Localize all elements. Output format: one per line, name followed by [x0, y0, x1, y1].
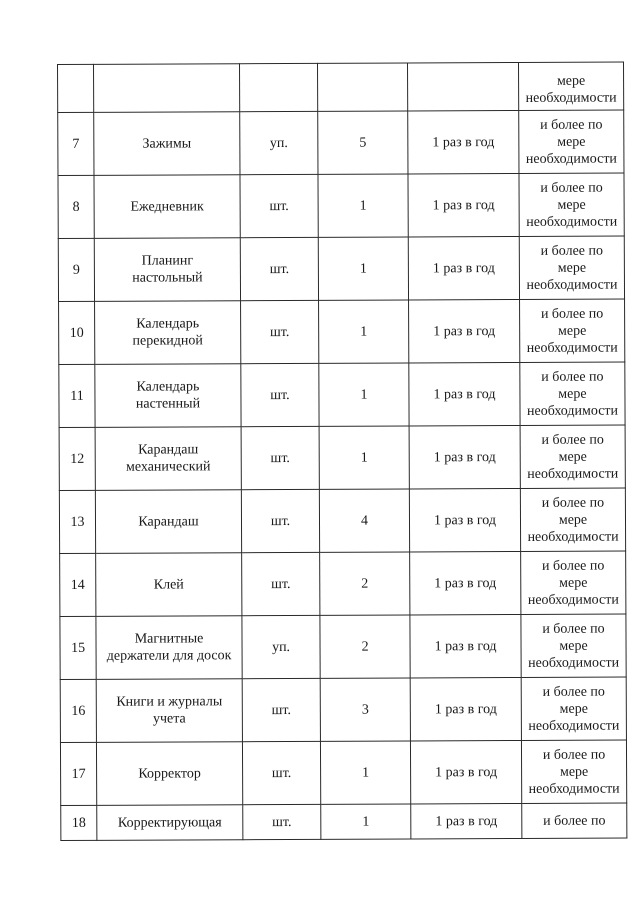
note-line: и более по: [541, 432, 604, 448]
note-line: мере: [559, 764, 589, 780]
item-name-line: Клей: [153, 576, 184, 593]
note-line: и более по: [542, 747, 606, 763]
table-row: [59, 425, 625, 490]
note-line: и более по: [540, 117, 603, 133]
item-name-line: Корректирующая: [117, 814, 222, 831]
note-line: необходимости: [525, 90, 617, 106]
table-row: [58, 110, 624, 175]
row-number-cell: 16: [60, 679, 96, 742]
note-line: и более по: [541, 369, 604, 385]
item-name-line: Магнитные: [134, 631, 204, 647]
table-row: [61, 803, 627, 840]
note-line: и более по: [543, 813, 606, 829]
item-name-line: Зажимы: [142, 135, 192, 152]
note-line: мере: [557, 323, 587, 339]
note-line: и более по: [542, 684, 605, 700]
quantity-cell: 2: [320, 615, 410, 678]
note-line: необходимости: [527, 529, 619, 545]
note-line: мере: [559, 701, 588, 717]
item-name-cell: [94, 64, 240, 113]
note-line: мере: [559, 638, 588, 654]
item-name-cell: [97, 805, 243, 841]
unit-cell: уп.: [240, 111, 318, 174]
table-row: [58, 236, 624, 301]
note-cell: [519, 173, 624, 236]
note-cell: [519, 110, 624, 173]
note-line: и более по: [540, 306, 604, 322]
unit-cell: [240, 63, 318, 111]
quantity-cell: 1: [318, 174, 408, 237]
item-name-line: Карандаш: [138, 513, 199, 530]
quantity-cell: 1: [321, 804, 411, 839]
item-name-cell: [95, 490, 241, 554]
item-name-line: учета: [152, 711, 186, 727]
quantity-cell: 1: [319, 426, 409, 489]
table-row: [60, 614, 626, 679]
frequency-cell: 1 раз в год: [408, 236, 519, 299]
item-name-cell: [96, 679, 242, 743]
note-line: мере: [556, 73, 586, 89]
unit-cell: шт.: [241, 300, 319, 363]
row-number-cell: 17: [60, 742, 96, 805]
row-number-cell: [58, 64, 94, 112]
quantity-cell: 1: [320, 741, 410, 804]
row-number-cell: 9: [58, 238, 94, 301]
item-name-line: держатели для досок: [106, 648, 232, 664]
note-cell: [521, 677, 626, 740]
frequency-cell: [407, 62, 518, 110]
frequency-cell: 1 раз в год: [409, 299, 520, 362]
table-row: [60, 740, 626, 805]
item-name-cell: [96, 616, 242, 680]
quantity-cell: 1: [319, 363, 409, 426]
note-line: необходимости: [526, 403, 619, 419]
item-name-cell: [96, 553, 242, 617]
row-number-cell: 11: [59, 364, 95, 427]
item-name-line: Карандаш: [138, 442, 199, 458]
note-line: мере: [557, 197, 586, 213]
row-number-cell: 10: [59, 301, 95, 364]
note-line: необходимости: [526, 340, 618, 356]
item-name-line: Книги и журналы: [116, 694, 223, 710]
frequency-cell: 1 раз в год: [409, 488, 520, 551]
item-name-cell: [95, 301, 241, 365]
frequency-cell: 1 раз в год: [410, 677, 521, 740]
row-number-cell: 12: [59, 427, 95, 490]
note-line: мере: [558, 449, 587, 465]
frequency-cell: 1 раз в год: [408, 110, 519, 173]
table-row: [60, 677, 626, 742]
row-number-cell: 7: [58, 112, 94, 175]
note-line: необходимости: [527, 592, 619, 608]
note-line: необходимости: [528, 781, 620, 797]
unit-cell: шт.: [241, 426, 319, 489]
table-row: [60, 551, 626, 616]
unit-cell: шт.: [240, 174, 318, 237]
unit-cell: шт.: [240, 237, 318, 300]
note-line: необходимости: [528, 718, 620, 734]
note-line: и более по: [541, 495, 605, 511]
supply-table-body: [58, 62, 627, 840]
note-line: и более по: [542, 621, 605, 637]
frequency-cell: 1 раз в год: [408, 173, 519, 236]
quantity-cell: 3: [320, 678, 410, 741]
item-name-cell: [94, 175, 240, 239]
note-line: и более по: [540, 243, 604, 259]
quantity-cell: [317, 63, 407, 111]
note-line: необходимости: [525, 151, 617, 167]
frequency-cell: 1 раз в год: [409, 425, 520, 488]
row-number-cell: 18: [61, 805, 97, 840]
note-cell: [519, 236, 624, 299]
item-name-cell: [94, 112, 240, 176]
unit-cell: шт.: [242, 678, 320, 741]
note-line: необходимости: [526, 277, 618, 293]
unit-cell: шт.: [242, 741, 320, 804]
note-line: и более по: [540, 180, 603, 196]
note-cell: [520, 299, 625, 362]
note-cell: [518, 62, 623, 110]
frequency-cell: 1 раз в год: [411, 803, 522, 838]
note-line: мере: [557, 134, 586, 150]
note-line: мере: [557, 260, 587, 276]
note-line: мере: [558, 386, 587, 402]
quantity-cell: 2: [320, 552, 410, 615]
row-number-cell: 13: [59, 490, 95, 553]
item-name-cell: [95, 364, 241, 428]
item-name-cell: [94, 238, 240, 302]
item-name-line: настенный: [135, 396, 201, 412]
supply-table: [57, 62, 627, 841]
unit-cell: уп.: [242, 615, 320, 678]
item-name-line: Календарь: [136, 316, 200, 332]
note-line: необходимости: [526, 214, 618, 230]
unit-cell: шт.: [243, 804, 321, 839]
row-number-cell: 8: [58, 175, 94, 238]
note-line: мере: [559, 575, 588, 591]
row-number-cell: 14: [60, 553, 96, 616]
item-name-line: Корректор: [138, 765, 201, 782]
note-cell: [521, 740, 626, 803]
quantity-cell: 4: [319, 489, 409, 552]
quantity-cell: 5: [318, 111, 408, 174]
note-line: необходимости: [528, 655, 620, 671]
frequency-cell: 1 раз в год: [410, 551, 521, 614]
item-name-line: настольный: [132, 270, 203, 286]
note-cell: [520, 425, 625, 488]
item-name-line: механический: [125, 459, 211, 475]
table-row: [59, 299, 625, 364]
item-name-line: перекидной: [132, 333, 203, 349]
table-row: [59, 362, 625, 427]
note-cell: [522, 803, 627, 838]
note-line: необходимости: [527, 466, 619, 482]
item-name-cell: [95, 427, 241, 491]
note-cell: [520, 488, 625, 551]
row-number-cell: 15: [60, 616, 96, 679]
unit-cell: шт.: [241, 363, 319, 426]
table-row: [58, 173, 624, 238]
quantity-cell: 1: [318, 237, 408, 300]
item-name-line: Планинг: [141, 253, 194, 269]
frequency-cell: 1 раз в год: [409, 362, 520, 425]
note-line: мере: [558, 512, 588, 528]
unit-cell: шт.: [241, 489, 319, 552]
table-row: [59, 488, 625, 553]
note-line: и более по: [541, 558, 605, 574]
quantity-cell: 1: [319, 300, 409, 363]
item-name-cell: [96, 742, 242, 806]
item-name-line: Ежедневник: [130, 198, 204, 215]
frequency-cell: 1 раз в год: [410, 740, 521, 803]
note-cell: [521, 551, 626, 614]
item-name-line: Календарь: [136, 379, 200, 395]
frequency-cell: 1 раз в год: [410, 614, 521, 677]
table-row-continuation: [58, 62, 624, 112]
unit-cell: шт.: [242, 552, 320, 615]
note-cell: [520, 362, 625, 425]
note-cell: [521, 614, 626, 677]
